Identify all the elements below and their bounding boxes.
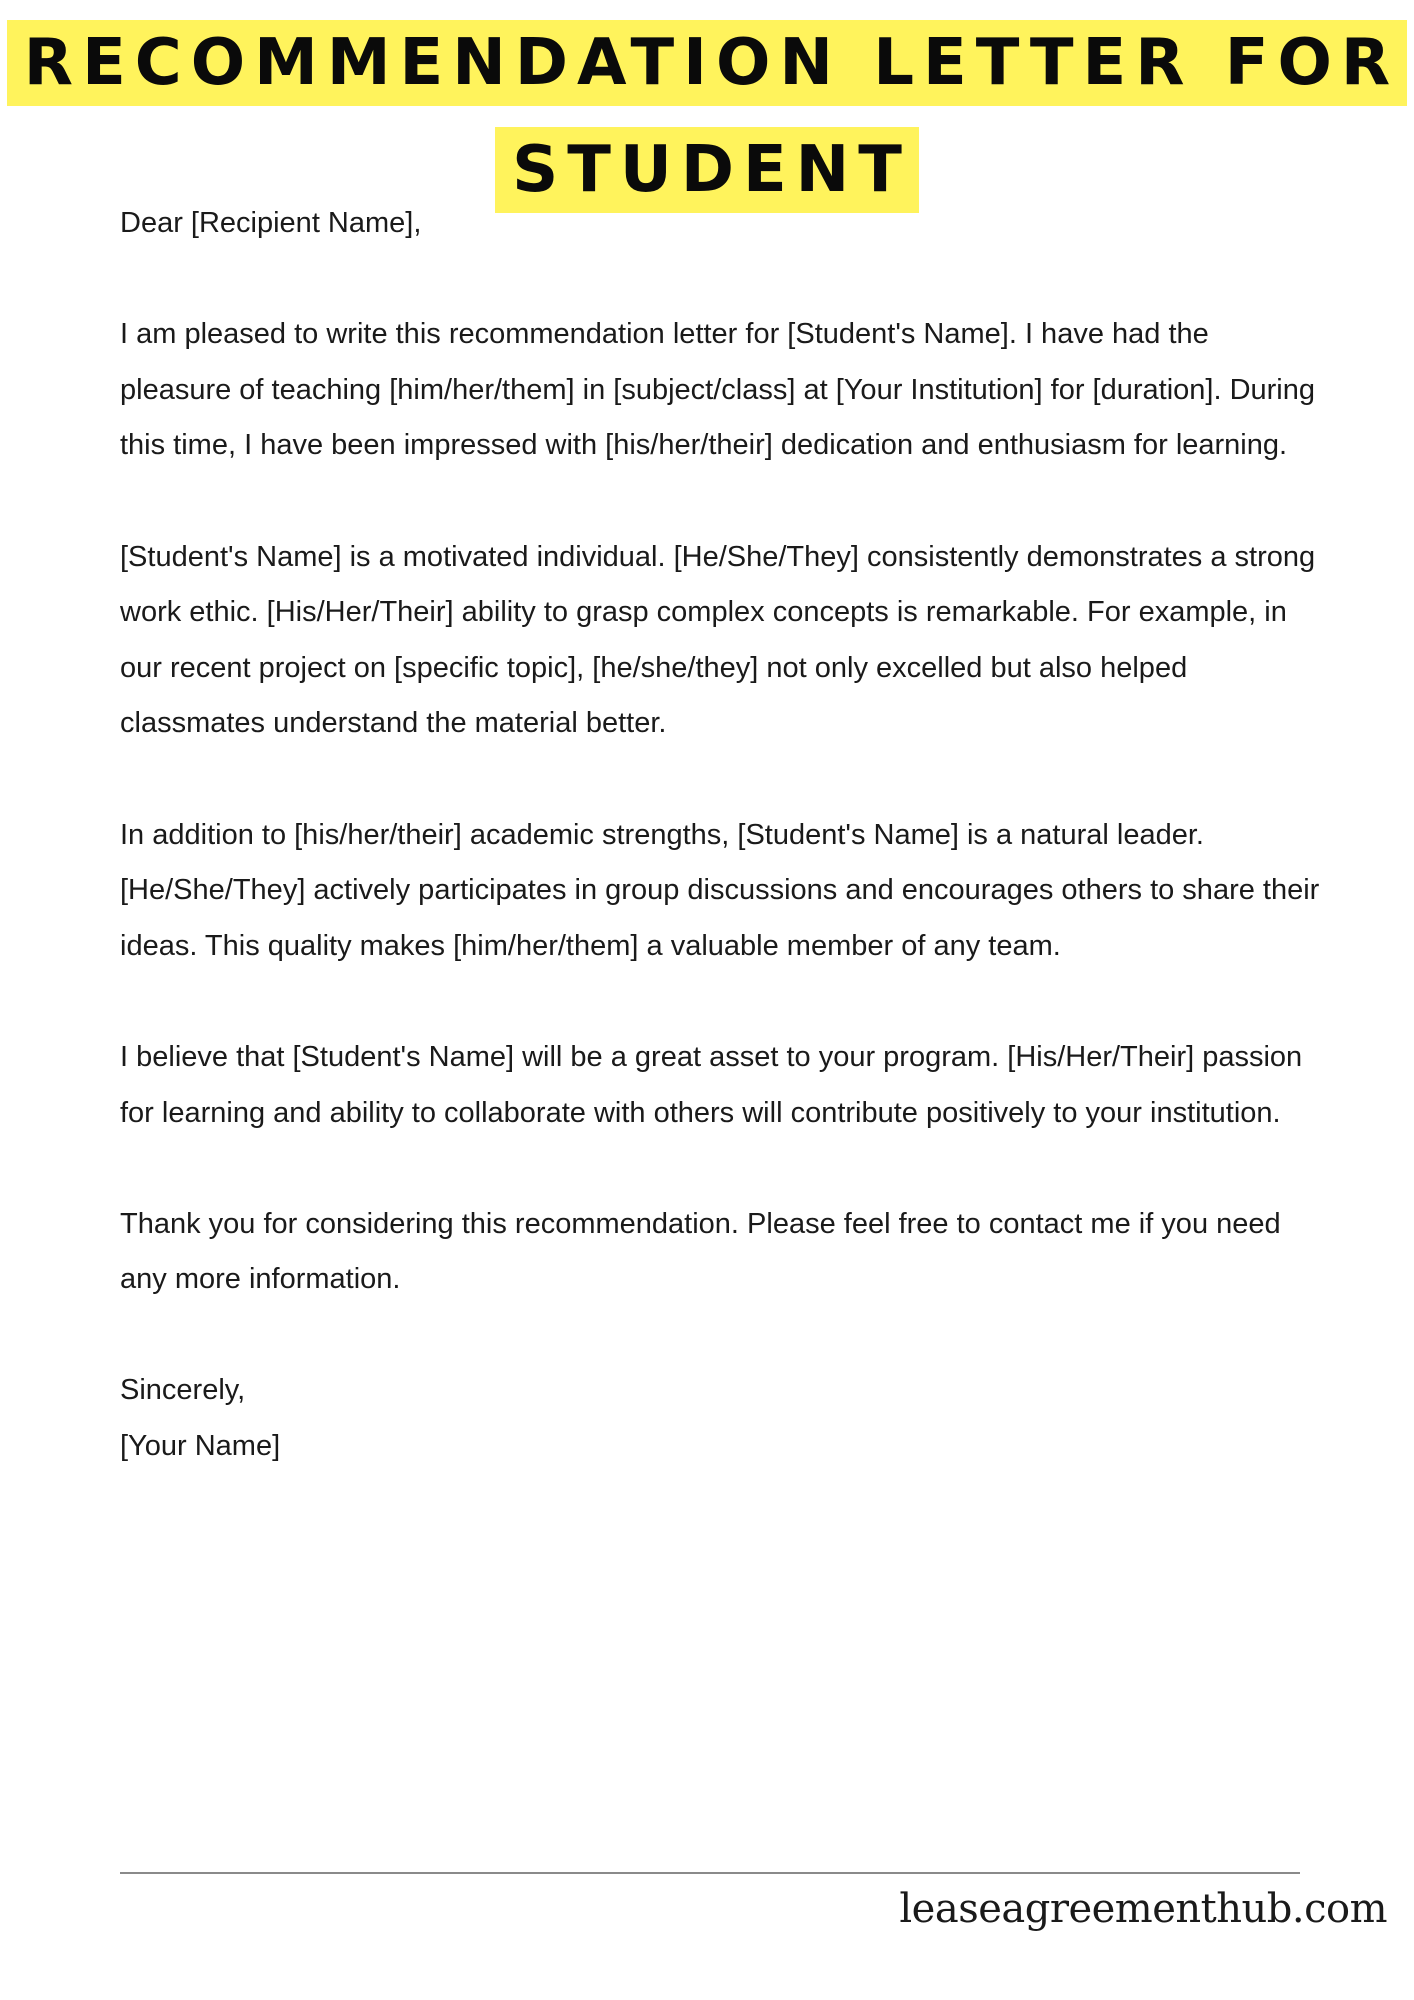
footer-divider: [120, 1872, 1300, 1874]
paragraph-qualities: [120, 530, 1320, 752]
title-line-2: STUDENT: [495, 127, 919, 213]
brand-logo-text: leaseagreementhub.com: [899, 1886, 1387, 1932]
closing: Sincerely,: [120, 1374, 246, 1407]
paragraph-text: [Student's Name] is a motivated individual. [He/She/They] consistently demonstrates a strong work ethic. [His/Her/Their] ability to grasp complex concepts is remarkable. For example, in our recent project on [specific topic], [he/she/they] not only excelled but also helped classmates understand the material better.: [120, 540, 1316, 740]
salutation: Dear [Recipient Name],: [120, 207, 422, 239]
letter-body: [120, 196, 1320, 1475]
paragraph-thanks: [120, 1197, 1320, 1308]
paragraph-text: In addition to [his/her/their] academic strengths, [Student's Name] is a natural leader. [He/She/They] actively participates in group discussions and encourages others to share their ideas. This quality makes [him/her/them] a valuable member of any team.: [120, 818, 1320, 962]
paragraph-intro: [120, 307, 1320, 474]
paragraph-text: I am pleased to write this recommendation letter for [Student's Name]. I have had the pleasure of teaching [him/her/them] in [subject/class] at [Your Institution] for [duration]. During this time, I have been impressed with [his/her/their] dedication and enthusiasm for learning.: [120, 318, 1316, 462]
title-line-1: RECOMMENDATION LETTER FOR: [7, 20, 1407, 106]
paragraph-leadership: [120, 808, 1320, 975]
closing-block: [120, 1363, 1320, 1474]
paragraph-endorsement: [120, 1030, 1320, 1141]
paragraph-text: Thank you for considering this recommendation. Please feel free to contact me if you need any more information.: [120, 1207, 1281, 1296]
paragraph-text: I believe that [Student's Name] will be a great asset to your program. [His/Her/Their] passion for learning and ability to collaborate with others will contribute positively to your institution.: [120, 1040, 1303, 1129]
signature: [Your Name]: [120, 1430, 281, 1463]
